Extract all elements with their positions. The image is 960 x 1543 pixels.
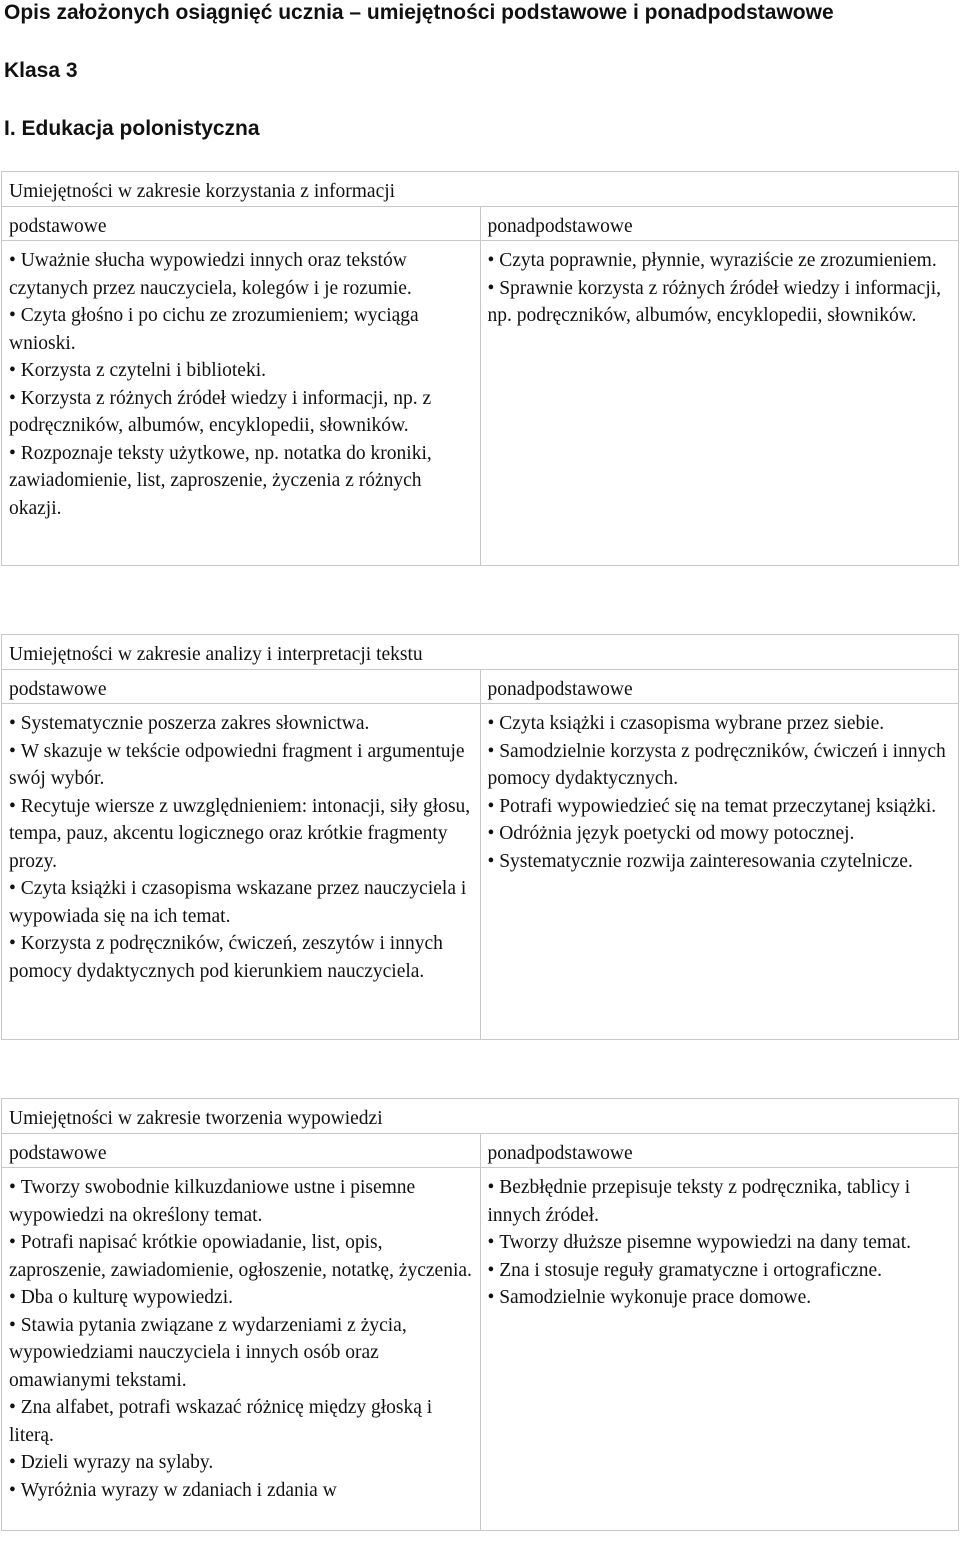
list-item: • Czyta książki i czasopisma wybrane przez siebie.	[488, 710, 953, 738]
column-advanced-label: ponadpodstawowe	[480, 669, 959, 704]
column-basic-label: podstawowe	[2, 206, 481, 241]
list-item: • Tworzy dłuższe pisemne wypowiedzi na dany temat.	[488, 1229, 953, 1257]
basic-skills-list	[9, 1174, 474, 1504]
advanced-skills-list	[488, 710, 953, 875]
list-item: • W skazuje w tekście odpowiedni fragment i argumentuje swój wybór.	[9, 738, 474, 793]
basic-skills-cell	[2, 1168, 481, 1531]
column-advanced-label: ponadpodstawowe	[480, 1133, 959, 1168]
advanced-skills-cell	[480, 241, 959, 566]
table-heading: Umiejętności w zakresie korzystania z informacji	[2, 172, 959, 207]
advanced-skills-list	[488, 1174, 953, 1312]
list-item: • Zna alfabet, potrafi wskazać różnicę między głoską i literą.	[9, 1394, 474, 1449]
section-title: I. Edukacja polonistyczna	[4, 117, 260, 140]
list-item: • Odróżnia język poetycki od mowy potocznej.	[488, 820, 953, 848]
list-item: • Systematycznie rozwija zainteresowania czytelnicze.	[488, 848, 953, 876]
basic-skills-list	[9, 710, 474, 985]
list-item: • Dzieli wyrazy na sylaby.	[9, 1449, 474, 1477]
list-item: • Dba o kulturę wypowiedzi.	[9, 1284, 474, 1312]
list-item: • Czyta głośno i po cichu ze zrozumieniem; wyciąga wnioski.	[9, 302, 474, 357]
list-item: • Samodzielnie korzysta z podręczników, ćwiczeń i innych pomocy dydaktycznych.	[488, 738, 953, 793]
table-heading: Umiejętności w zakresie analizy i interpretacji tekstu	[2, 635, 959, 670]
list-item: • Recytuje wiersze z uwzględnieniem: intonacji, siły głosu, tempa, pauz, akcentu logicznego oraz krótkie fragmenty prozy.	[9, 793, 474, 876]
basic-skills-cell	[2, 241, 481, 566]
list-item: • Zna i stosuje reguły gramatyczne i ortograficzne.	[488, 1257, 953, 1285]
list-item: • Uważnie słucha wypowiedzi innych oraz tekstów czytanych przez nauczyciela, kolegów i je rozumie.	[9, 247, 474, 302]
list-item: • Potrafi wypowiedzieć się na temat przeczytanej książki.	[488, 793, 953, 821]
column-advanced-label: ponadpodstawowe	[480, 206, 959, 241]
list-item: • Tworzy swobodnie kilkuzdaniowe ustne i pisemne wypowiedzi na określony temat.	[9, 1174, 474, 1229]
class-label: Klasa 3	[4, 59, 78, 82]
list-item: • Korzysta z różnych źródeł wiedzy i informacji, np. z podręczników, albumów, encyklopedii, słowników.	[9, 385, 474, 440]
list-item: • Czyta poprawnie, płynnie, wyraziście ze zrozumieniem.	[488, 247, 953, 275]
list-item: • Samodzielnie wykonuje prace domowe.	[488, 1284, 953, 1312]
list-item: • Korzysta z podręczników, ćwiczeń, zeszytów i innych pomocy dydaktycznych pod kierunkiem nauczyciela.	[9, 930, 474, 985]
skills-table-information	[1, 171, 959, 566]
advanced-skills-cell	[480, 704, 959, 1040]
advanced-skills-cell	[480, 1168, 959, 1531]
advanced-skills-list	[488, 247, 953, 330]
list-item: • Bezbłędnie przepisuje teksty z podręcznika, tablicy i innych źródeł.	[488, 1174, 953, 1229]
list-item: • Potrafi napisać krótkie opowiadanie, list, opis, zaproszenie, zawiadomienie, ogłoszenie, notatkę, życzenia.	[9, 1229, 474, 1284]
basic-skills-list	[9, 247, 474, 522]
list-item: • Stawia pytania związane z wydarzeniami z życia, wypowiedziami nauczyciela i innych osób oraz omawianymi tekstami.	[9, 1312, 474, 1395]
table-heading: Umiejętności w zakresie tworzenia wypowiedzi	[2, 1099, 959, 1134]
list-item: • Czyta książki i czasopisma wskazane przez nauczyciela i wypowiada się na ich temat.	[9, 875, 474, 930]
list-item: • Systematycznie poszerza zakres słownictwa.	[9, 710, 474, 738]
skills-table-composition	[1, 1098, 959, 1531]
list-item: • Korzysta z czytelni i biblioteki.	[9, 357, 474, 385]
document-title: Opis założonych osiągnięć ucznia – umiejętności podstawowe i ponadpodstawowe	[4, 1, 834, 24]
basic-skills-cell	[2, 704, 481, 1040]
column-basic-label: podstawowe	[2, 1133, 481, 1168]
skills-table-analysis	[1, 634, 959, 1040]
list-item: • Wyróżnia wyrazy w zdaniach i zdania w	[9, 1477, 474, 1505]
column-basic-label: podstawowe	[2, 669, 481, 704]
list-item: • Rozpoznaje teksty użytkowe, np. notatka do kroniki, zawiadomienie, list, zaproszenie, życzenia z różnych okazji.	[9, 440, 474, 523]
list-item: • Sprawnie korzysta z różnych źródeł wiedzy i informacji, np. podręczników, albumów, encyklopedii, słowników.	[488, 275, 953, 330]
